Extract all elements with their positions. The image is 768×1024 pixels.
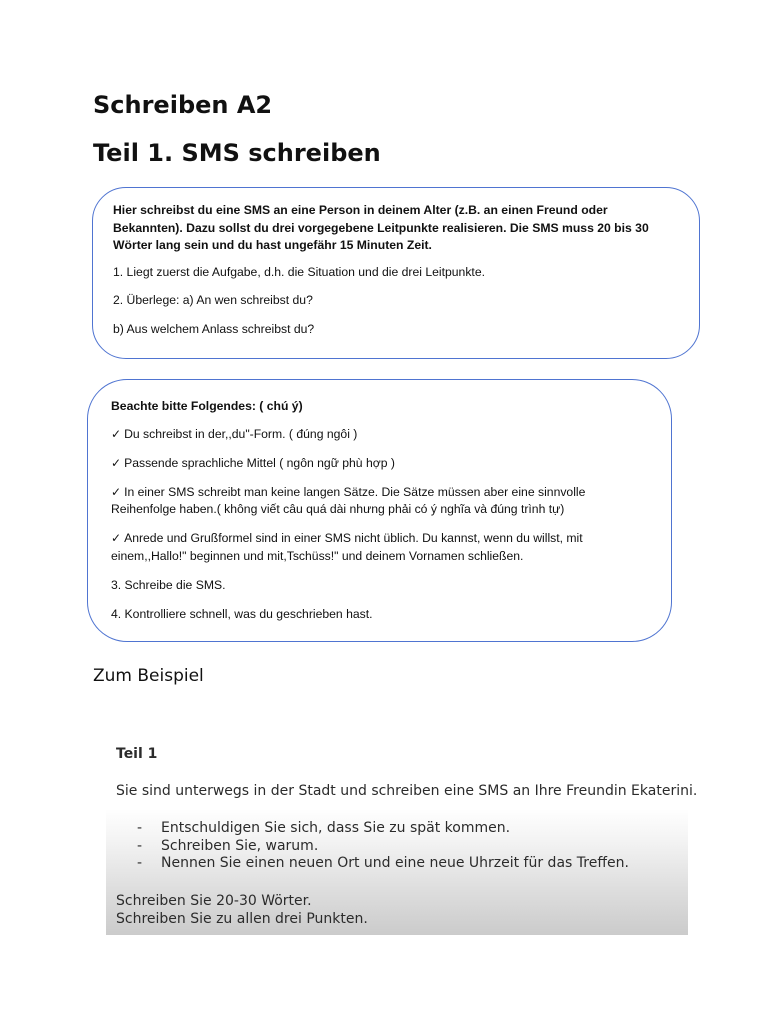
- check-item-text: Anrede und Grußformel sind in einer SMS nicht üblich. Du kannst, wenn du willst, mit einem,,Hallo!" beginnen und mit,Tschüss!" und deinem Vornamen schließen.: [111, 531, 583, 563]
- instructions-intro: Hier schreibst du eine SMS an eine Person in deinem Alter (z.B. an einen Freund oder Bekannten). Dazu sollst du drei vorgegebene Leitpunkte realisieren. Die SMS muss 20 bis 30 Wörter lang sein und du hast ungefähr 15 Minuten Zeit.: [113, 203, 649, 252]
- list-item: [137, 855, 629, 873]
- dash-bullet: -: [137, 855, 143, 871]
- checkmark-icon: ✓: [111, 484, 122, 499]
- check-item-text: Du schreibst in der,,du"-Form. ( đúng ngôi ): [124, 426, 358, 441]
- notes-step-4: 4. Kontrolliere schnell, was du geschrieben hast.: [111, 606, 373, 621]
- check-item: [111, 484, 645, 519]
- example-label: Zum Beispiel: [93, 666, 204, 686]
- list-item-text: Entschuldigen Sie sich, dass Sie zu spät kommen.: [161, 820, 511, 836]
- instructions-box: [92, 187, 700, 359]
- example-heading: Teil 1: [116, 746, 158, 762]
- notes-heading: Beachte bitte Folgendes: ( chú ý): [111, 399, 303, 413]
- instruction-step-1: 1. Liegt zuerst die Aufgabe, d.h. die Situation und die drei Leitpunkte.: [113, 264, 485, 279]
- notes-step-3: 3. Schreibe die SMS.: [111, 577, 226, 592]
- check-item-text: In einer SMS schreibt man keine langen Sätze. Die Sätze müssen aber eine sinnvolle Reihenfolge haben.( không viết câu quá dài nhưng phải có ý nghĩa và đúng trình tự): [111, 484, 586, 516]
- checkmark-icon: ✓: [111, 531, 122, 545]
- dash-bullet: -: [137, 820, 143, 836]
- instruction-step-2b: b) Aus welchem Anlass schreibst du?: [113, 321, 315, 336]
- list-item-text: Nennen Sie einen neuen Ort und eine neue Uhrzeit für das Treffen.: [161, 855, 629, 871]
- check-item: [111, 426, 645, 444]
- notes-box: [87, 379, 672, 642]
- checkmark-icon: ✓: [111, 426, 122, 441]
- document-title: Schreiben A2: [93, 91, 273, 119]
- example-footer-line: Schreiben Sie zu allen drei Punkten.: [116, 911, 368, 927]
- check-item-text: Passende sprachliche Mittel ( ngôn ngữ phù hợp ): [124, 455, 395, 470]
- dash-bullet: -: [137, 837, 143, 854]
- example-footer-line: Schreiben Sie 20-30 Wörter.: [116, 893, 312, 909]
- list-item: [137, 820, 629, 838]
- example-points: [137, 820, 629, 873]
- instruction-step-2: 2. Überlege: a) An wen schreibst du?: [113, 293, 313, 307]
- example-intro: Sie sind unterwegs in der Stadt und schreiben eine SMS an Ihre Freundin Ekaterini.: [116, 783, 698, 799]
- checkmark-icon: ✓: [111, 455, 122, 470]
- example-footer: [116, 892, 368, 928]
- list-item-text: Schreiben Sie, warum.: [161, 837, 319, 854]
- check-item: [111, 455, 645, 473]
- list-item: [137, 838, 629, 856]
- check-item: [111, 530, 645, 565]
- example-task-image: [106, 739, 698, 935]
- document-subtitle: Teil 1. SMS schreiben: [93, 139, 381, 167]
